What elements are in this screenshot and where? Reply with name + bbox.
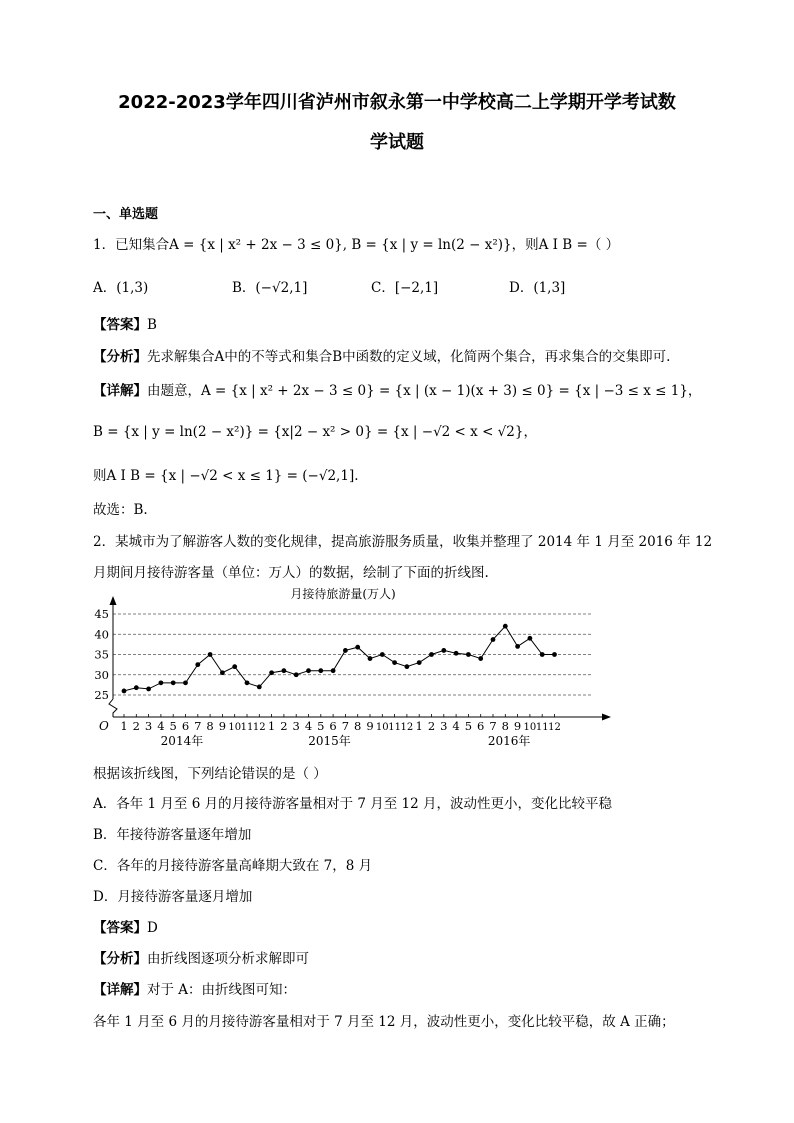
data-point [368,656,373,661]
x-tick-label: 3 [440,719,448,733]
answer-value: D [147,920,158,936]
y-tick-label: 30 [94,667,109,682]
q2-option-b: B．年接待游客量逐年增加 [93,827,252,843]
x-tick-label: 2 [427,719,436,733]
year-label: 2014年 [160,734,204,748]
data-point [417,660,422,665]
q2-option-a: A．各年 1 月至 6 月的月接待游客量相对于 7 月至 12 月，波动性更小，变化比较平稳 [93,796,613,812]
x-tick-label: 12 [252,722,266,733]
y-axis-arrow [110,596,117,605]
x-tick-label: 5 [464,719,473,733]
x-tick-label: 6 [477,719,485,733]
x-tick-label: 4 [304,719,313,733]
data-point [441,648,446,653]
y-tick-label: 45 [94,607,109,621]
data-point [134,685,139,690]
data-point [208,652,213,657]
q1-analysis [93,345,670,365]
data-point [195,662,200,667]
chart-title: 月接待旅游量(万人) [290,587,396,601]
data-point [466,652,471,657]
x-tick-label: 9 [513,719,522,733]
data-point [282,668,287,673]
data-point [503,624,508,629]
x-tick-label: 5 [169,719,177,733]
analysis-text: 先求解集合A中的不等式和集合B中函数的定义域，化简两个集合，再求集合的交集即可. [147,349,671,365]
x-tick-label: 6 [329,719,337,733]
series-line [124,626,555,691]
answer-tag: 【答案】 [93,317,147,333]
x-tick-label: 12 [400,722,414,733]
data-point [331,668,336,673]
data-point [515,644,520,649]
q1-detail-3: 则A I B = {x | −√2 < x ≤ 1} = (−√2,1]. [93,468,359,484]
q2-stem-line2: 月期间月接待游客量（单位：万人）的数据，绘制了下面的折线图. [93,565,489,581]
x-tick-label: 4 [157,719,165,733]
line-chart [85,582,625,754]
data-point [552,652,557,657]
x-tick-label: 7 [341,719,350,733]
document-title-line2: 学试题 [370,132,424,153]
q2-answer [93,916,158,936]
data-point [122,689,127,694]
q2-option-d: D．月接待游客量逐月增加 [93,889,253,905]
analysis-tag: 【分析】 [93,349,147,365]
x-tick-label: 7 [489,719,497,733]
data-point [269,670,274,675]
data-point [183,680,188,685]
data-point [146,687,151,692]
data-point [405,664,410,669]
x-tick-label: 2 [280,719,288,733]
data-point [491,637,496,642]
data-point [392,660,397,665]
x-tick-label: 11 [388,722,401,733]
x-tick-label: 8 [354,719,362,733]
x-tick-label: 5 [317,719,325,733]
document-title-line1: 2022-2023学年四川省泸州市叙永第一中学校高二上学期开学考试数 [118,92,676,113]
q1-detail-2: B = {x | y = ln(2 − x²)} = {x|2 − x² > 0} = {x | −√2 < x < √2}， [93,424,537,440]
data-point [232,664,237,669]
x-tick-label: 4 [452,719,460,733]
year-label: 2016年 [487,734,531,748]
data-point [294,672,299,677]
q1-answer [93,313,157,333]
data-point [355,645,360,650]
analysis-tag: 【分析】 [93,951,147,967]
y-tick-label: 35 [94,647,109,662]
q1-option-c: C．[−2,1] [371,280,439,296]
answer-tag: 【答案】 [93,920,147,936]
detail-text: 对于 A：由折线图可知： [147,982,297,998]
q1-option-a: A．(1,3) [93,280,149,296]
x-tick-label: 6 [181,719,190,733]
data-point [380,652,385,657]
y-tick-label: 25 [94,688,109,702]
y-tick-label: 40 [94,627,109,642]
axis-break [109,699,117,717]
q1-option-d: D．(1,3] [509,280,566,296]
x-tick-label: 11 [240,722,254,733]
q2-detail-1 [93,978,296,998]
q1-stem: 1．已知集合A = {x | x² + 2x − 3 ≤ 0}, B = {x | y = ln(2 − x²)}，则A I B =（ ） [93,237,620,253]
q2-option-c: C．各年的月接待游客量高峰期大致在 7，8 月 [93,858,373,874]
x-tick-label: 11 [535,722,549,733]
data-point [528,636,533,641]
x-tick-label: 1 [415,719,423,733]
x-tick-label: 2 [132,719,140,733]
data-point [429,652,434,657]
x-tick-label: 12 [548,722,561,733]
q1-option-b: B．(−√2,1] [232,280,308,296]
q2-detail-2: 各年 1 月至 6 月的月接待游客量相对于 7 月至 12 月，波动性更小，变化比较平稳，故 A 正确； [93,1014,675,1030]
x-tick-label: 10 [375,722,389,733]
x-tick-label: 8 [501,719,509,733]
analysis-text: 由折线图逐项分析求解即可 [147,951,309,967]
section-heading: 一、单选题 [93,207,159,222]
x-tick-label: 3 [144,719,153,733]
x-tick-label: 1 [267,719,276,733]
detail-text: 由题意，A = {x | x² + 2x − 3 ≤ 0} = {x | (x − 1)(x + 3) ≤ 0} = {x | −3 ≤ x ≤ 1}， [147,383,702,399]
detail-tag: 【详解】 [93,982,147,998]
data-point [540,652,545,657]
origin-label: O [99,719,109,733]
x-tick-label: 10 [228,722,242,733]
data-point [159,680,164,685]
x-axis-arrow [602,714,611,721]
x-tick-label: 9 [366,719,374,733]
q2-question: 根据该折线图，下列结论错误的是（ ） [93,766,327,782]
year-label: 2015年 [308,734,351,748]
data-point [245,680,250,685]
x-tick-label: 1 [120,719,128,733]
data-point [454,651,459,656]
answer-value: B [147,317,157,333]
q2-stem-line1: 2．某城市为了解游客人数的变化规律，提高旅游服务质量，收集并整理了 2014 年 1 月至 2016 年 12 [93,534,713,550]
detail-tag: 【详解】 [93,383,147,399]
x-tick-label: 8 [206,719,214,733]
data-point [478,656,483,661]
q1-conclusion: 故选：B. [93,502,148,518]
x-tick-label: 9 [218,719,227,733]
q1-detail-1 [93,379,701,399]
x-tick-label: 10 [523,722,537,733]
data-point [318,668,323,673]
x-tick-label: 7 [194,719,202,733]
data-point [343,648,348,653]
q2-analysis [93,947,309,967]
data-point [257,685,262,690]
data-point [171,680,176,685]
data-point [306,668,311,673]
x-tick-label: 3 [292,719,300,733]
data-point [220,670,225,675]
